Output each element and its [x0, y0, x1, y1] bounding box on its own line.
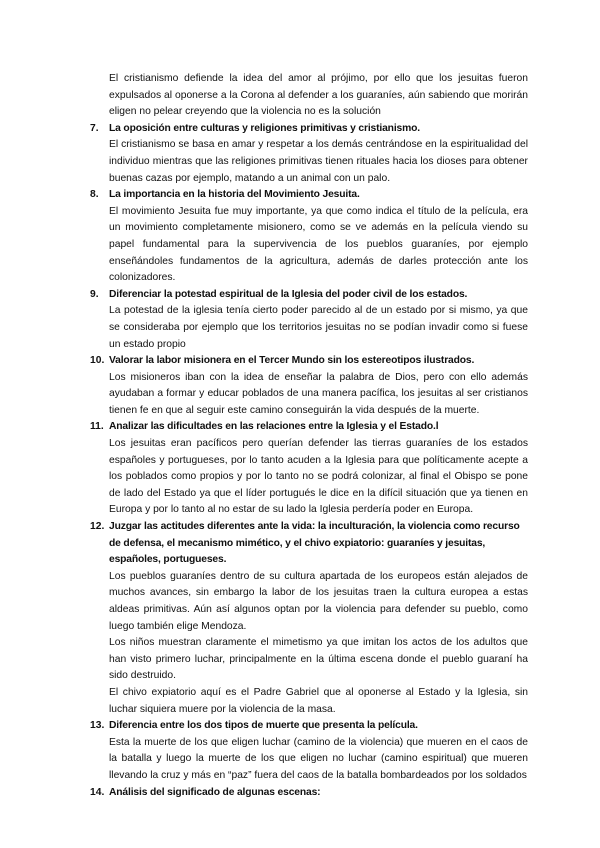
section-paragraph: Los jesuitas eran pacíficos pero querían defender las tierras guaraníes de los estados españoles y portugueses, por lo tanto acuden a la Iglesia para que políticamente acepte a los poblados como propios y por lo tanto no se podrá colonizar, al final el Obispo se pone de lado del Estado ya que el líder portugués le dice en la difícil situación que ya tienen en Europa y por lo tanto al no estar de su lado la Iglesia perdería poder en Europa. [109, 438, 528, 516]
section-13 [90, 718, 528, 784]
section-heading: Diferenciar la potestad espiritual de la Iglesia del poder civil de los estados. [109, 288, 468, 300]
section-number: 13. [90, 720, 105, 732]
intro-paragraph: El cristianismo defiende la idea del amor al prójimo, por ello que los jesuitas fueron expulsados al oponerse a la Corona al defender a los guaraníes, aún sabiendo que morirán eligen no pelear creyendo que la violencia no es la solución [109, 73, 528, 118]
section-number: 10. [90, 355, 105, 367]
section-paragraph: El chivo expiatorio aquí es el Padre Gabriel que al oponerse al Estado y la Iglesia, sin luchar siquiera muere por la violencia de la masa. [109, 686, 528, 715]
section-paragraph: El movimiento Jesuita fue muy importante, ya que como indica el título de la película, era un movimiento completamente misionero, como se ve además en la película viendo su papel fundamental para la supervivencia de los pueblos guaraníes, por ejemplo enseñándoles fundamentos de la agricultura, además de darles protección ante los colonizadores. [109, 205, 528, 284]
section-paragraph: Los niños muestran claramente el mimetismo ya que imitan los actos de los adultos que han visto primero luchar, principalmente en la última escena donde el pueblo guaraní ha sido destruido. [109, 637, 528, 682]
section-number: 8. [90, 189, 99, 201]
section-heading: Analizar las dificultades en las relaciones entre la Iglesia y el Estado.l [109, 421, 439, 433]
section-paragraph: Los misioneros iban con la idea de enseñar la palabra de Dios, pero con ello además ayudaban a formar y educar poblados de una manera pacífica, los jesuitas al ser cristianos tienen fe en que al seguir este camino conseguirán la vida después de la muerte. [109, 371, 528, 416]
section-heading: La importancia en la historia del Movimiento Jesuita. [109, 189, 360, 201]
section-heading: Diferencia entre los dos tipos de muerte que presenta la película. [109, 720, 418, 732]
section-11 [90, 419, 528, 519]
section-number: 11. [90, 421, 104, 433]
section-heading: Juzgar las actitudes diferentes ante la vida: la inculturación, la violencia como recurso de defensa, el mecanismo mimético, y el chivo expiatorio: guaraníes y jesuitas, españoles, portugueses. [109, 521, 520, 566]
section-paragraph: La potestad de la iglesia tenía cierto poder parecido al de un estado por si mismo, ya que se consideraba por ejemplo que los territorios jesuitas no se podían invadir como si fuese un estado propio [109, 305, 528, 350]
section-8 [90, 187, 528, 287]
section-paragraph: Esta la muerte de los que eligen luchar (camino de la violencia) que mueren en el caos de la batalla y luego la muerte de los que eligen no luchar (camino espiritual) que mueren llevando la cruz y más en “paz” fuera del caos de la batalla bombardeados por los soldados [109, 736, 528, 781]
section-10 [90, 353, 528, 419]
section-number: 12. [90, 521, 105, 533]
section-12 [90, 519, 528, 718]
section-number: 9. [90, 288, 99, 300]
section-heading: Análisis del significado de algunas escenas: [109, 786, 321, 798]
section-paragraph: El cristianismo se basa en amar y respetar a los demás centrándose en la espiritualidad del individuo mientras que las religiones primitivas tienen rituales hacia los dioses para obtener buenas cazas por ejemplo, matando a un animal con un palo. [109, 139, 528, 184]
section-heading: La oposición entre culturas y religiones primitivas y cristianismo. [109, 122, 420, 134]
section-14 [90, 785, 528, 802]
section-9 [90, 287, 528, 353]
section-number: 14. [90, 786, 105, 798]
section-7 [90, 121, 528, 187]
section-paragraph: Los pueblos guaraníes dentro de su cultura apartada de los europeos están alejados de muchos avances, sin embargo la labor de los jesuitas traen la cultura europea a estas aldeas primitivas. Aún así algunos optan por la violencia para defender su pueblo, como luego también elige Mendoza. [109, 570, 528, 632]
section-heading: Valorar la labor misionera en el Tercer Mundo sin los estereotipos ilustrados. [109, 355, 475, 367]
section-number: 7. [90, 122, 99, 134]
document-body [90, 71, 528, 801]
